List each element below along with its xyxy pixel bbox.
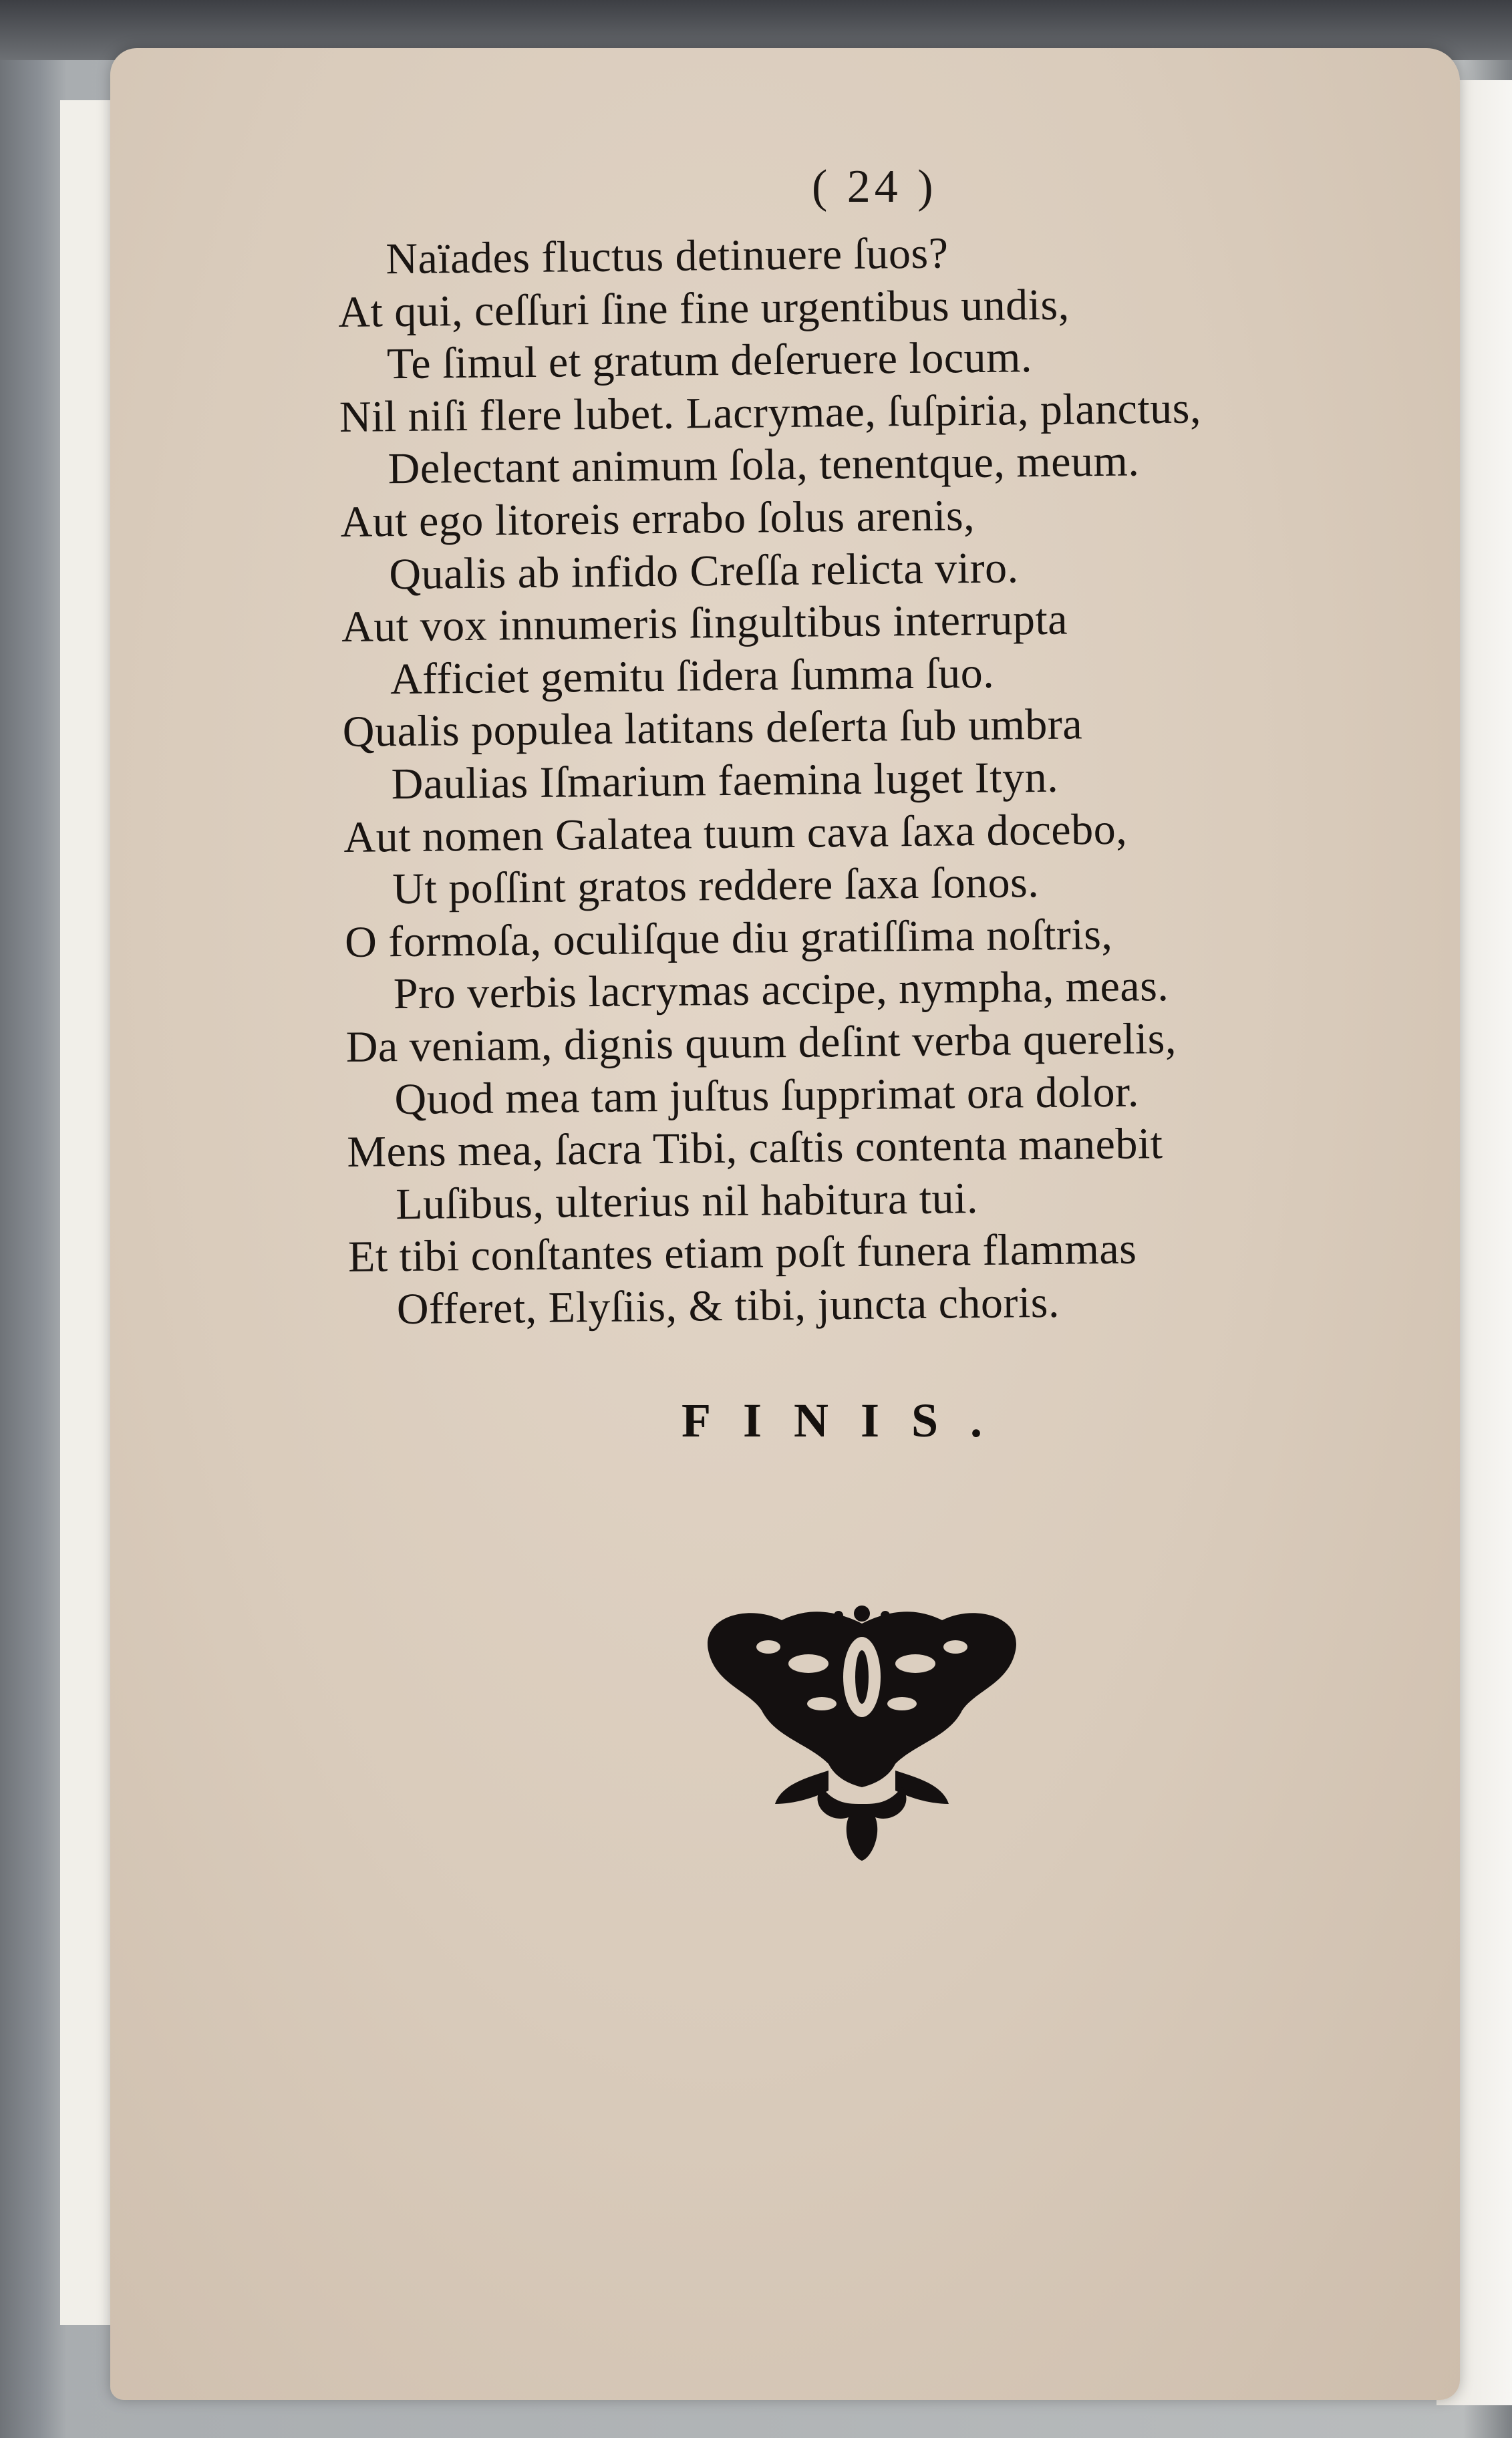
verse-line: Luſibus, ulterius nil habitura tui. — [395, 1173, 979, 1229]
verse-line: Da veniam, dignis quum deſint verba querelis, — [345, 1014, 1177, 1072]
verse-line: Qualis populea latitans deſerta ſub umbra — [342, 700, 1083, 757]
verse-line: O formoſa, oculiſque diu gratiſſima noſtris, — [344, 909, 1113, 967]
verse-line: Te ſimul et gratum deſeruere locum. — [386, 333, 1033, 389]
printers-ornament-icon — [695, 1604, 1029, 1864]
finis-heading: FINIS. — [682, 1394, 1015, 1447]
verse-line: Daulias Iſmarium faemina luget Ityn. — [391, 752, 1059, 809]
verse-line: Aut ego litoreis errabo ſolus arenis, — [340, 491, 975, 547]
verse-line: Offeret, Elyſiis, & tibi, juncta choris. — [396, 1277, 1060, 1334]
verse-line: Pro verbis lacrymas accipe, nympha, meas. — [393, 961, 1169, 1019]
verse-line: Delectant animum ſola, tenentque, meum. — [388, 436, 1140, 494]
verse-line: Nil niſi flere lubet. Lacrymae, ſuſpiria, planctus, — [339, 384, 1202, 442]
verse-line: Mens mea, ſacra Tibi, caſtis contenta manebit — [347, 1119, 1163, 1177]
verse-line: Afficiet gemitu ſidera ſumma ſuo. — [390, 648, 995, 704]
verse-line: Aut vox innumeris ſingultibus interrupta — [341, 595, 1068, 652]
verse-line: At qui, ceſſuri ſine fine urgentibus undis, — [337, 280, 1070, 337]
page-number: ( 24 ) — [812, 161, 937, 212]
verse-line: Quod mea tam juſtus ſupprimat ora dolor. — [394, 1067, 1140, 1124]
verse-line: Qualis ab infido Creſſa relicta viro. — [388, 543, 1019, 599]
verse-line: Ut poſſint gratos reddere ſaxa ſonos. — [392, 858, 1040, 914]
verse-line: Et tibi conſtantes etiam poſt funera flammas — [347, 1224, 1137, 1282]
verse-line: Naïades fluctus detinuere ſuos? — [386, 228, 949, 284]
verse-line: Aut nomen Galatea tuum cava ſaxa docebo, — [343, 804, 1128, 862]
poem-verse — [337, 222, 1451, 1337]
